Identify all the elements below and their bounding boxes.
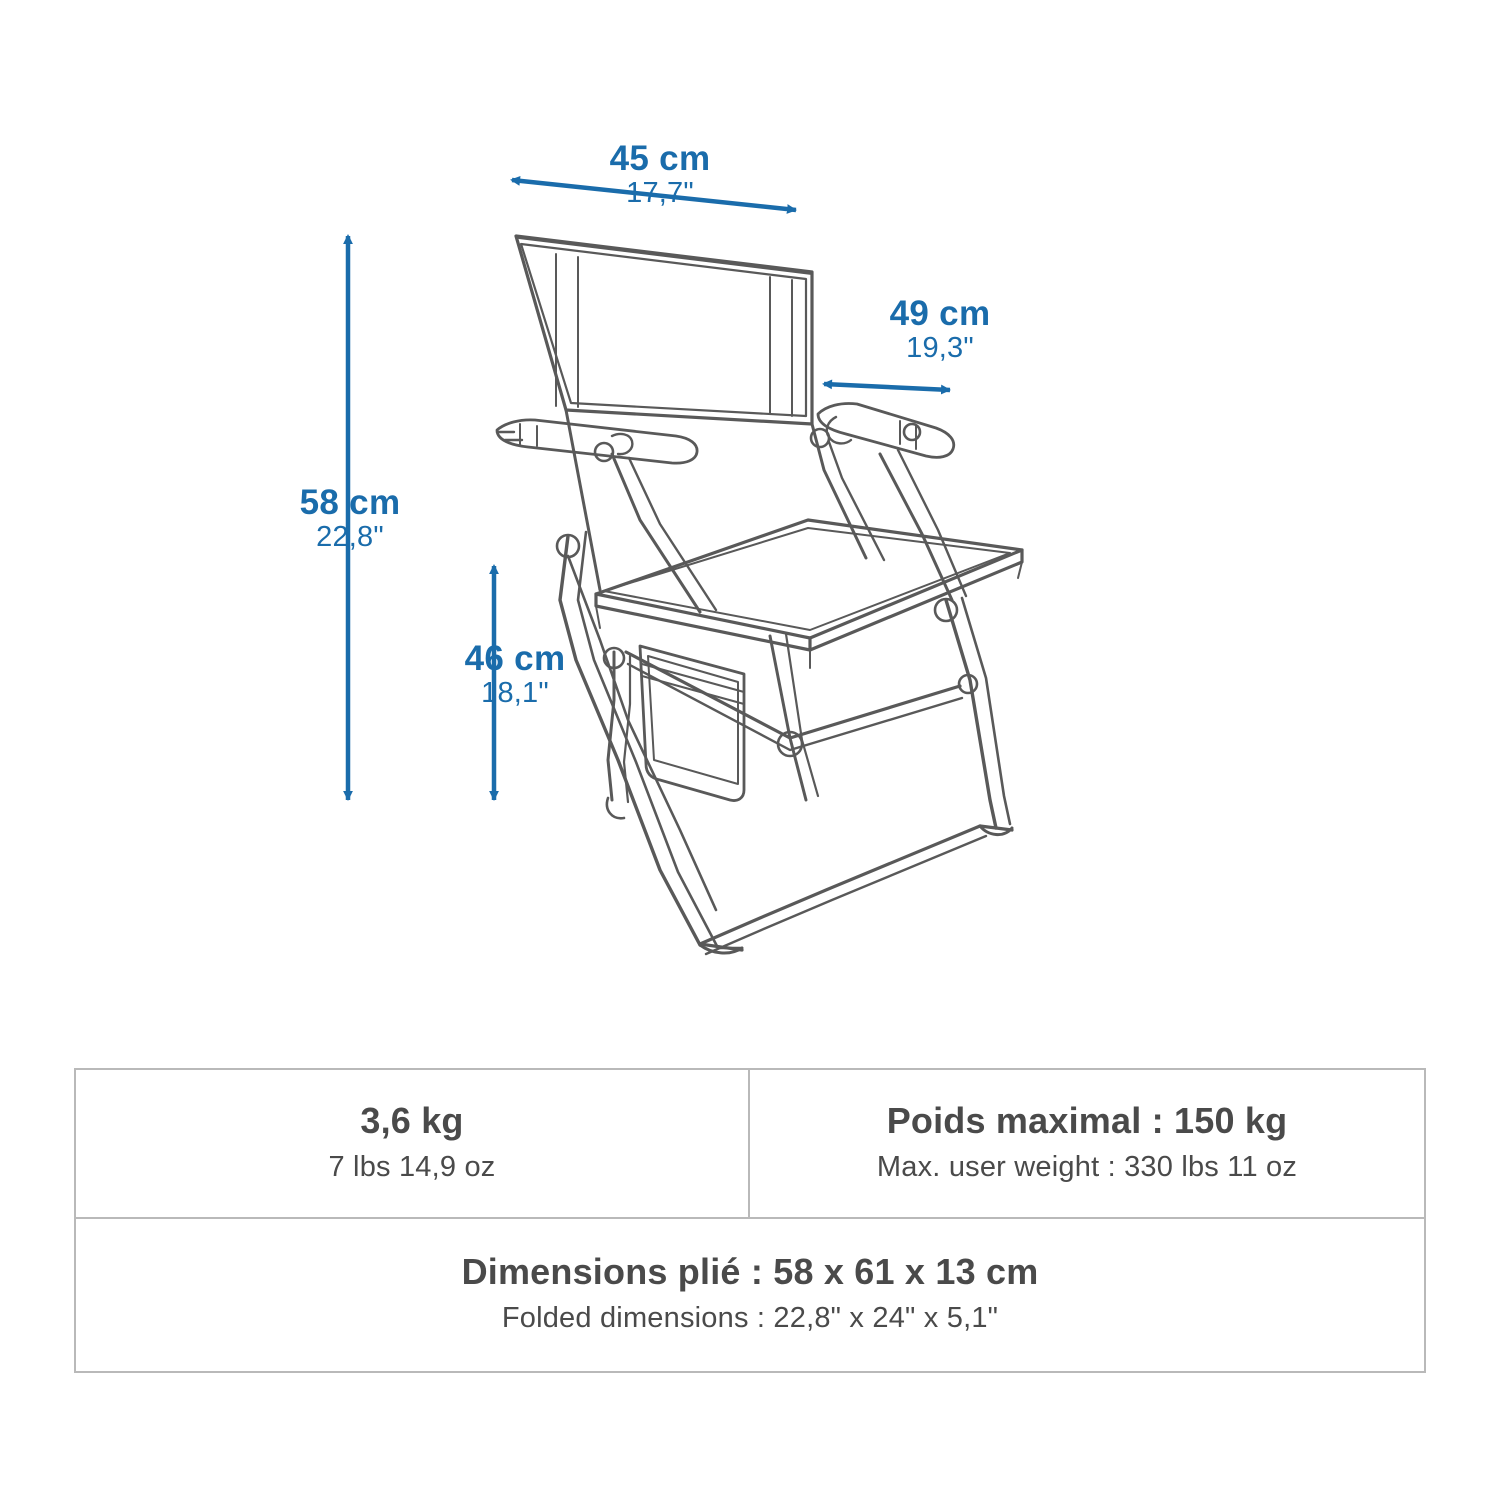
dimension-label-depth: [790, 295, 1090, 364]
dimension-label-width: [510, 140, 810, 209]
dimension-total-height-imperial: 22,8": [316, 520, 384, 553]
folded-dimensions-primary: Dimensions plié : 58 x 61 x 13 cm: [461, 1250, 1039, 1292]
dimension-seat-height-imperial: 18,1": [481, 676, 549, 709]
max-user-weight-primary: Poids maximal : 150 kg: [886, 1100, 1288, 1141]
dimension-width-imperial: 17,7": [626, 176, 694, 209]
spec-row-bottom: [76, 1219, 1424, 1372]
spec-cell-folded-dimensions: [76, 1219, 1424, 1372]
dimension-depth-imperial: 19,3": [906, 331, 974, 364]
weight-secondary: 7 lbs 14,9 oz: [328, 1151, 496, 1183]
dimension-width-metric: 45 cm: [609, 139, 711, 178]
dimension-line-depth: [824, 384, 950, 390]
dimension-label-seat-height: [380, 640, 650, 709]
spec-cell-max-user-weight: [750, 1070, 1424, 1217]
dimension-label-total-height: [215, 484, 485, 553]
dimension-depth-metric: 49 cm: [889, 294, 991, 333]
folded-dimensions-secondary: Folded dimensions : 22,8" x 24" x 5,1": [501, 1301, 999, 1334]
specifications-table: [74, 1068, 1426, 1373]
spec-row-top: [76, 1070, 1424, 1219]
weight-primary: 3,6 kg: [360, 1100, 464, 1141]
dimension-total-height-metric: 58 cm: [299, 483, 401, 522]
dimension-seat-height-metric: 46 cm: [464, 639, 566, 678]
max-user-weight-secondary: Max. user weight : 330 lbs 11 oz: [876, 1151, 1298, 1183]
spec-cell-weight: [76, 1070, 750, 1217]
